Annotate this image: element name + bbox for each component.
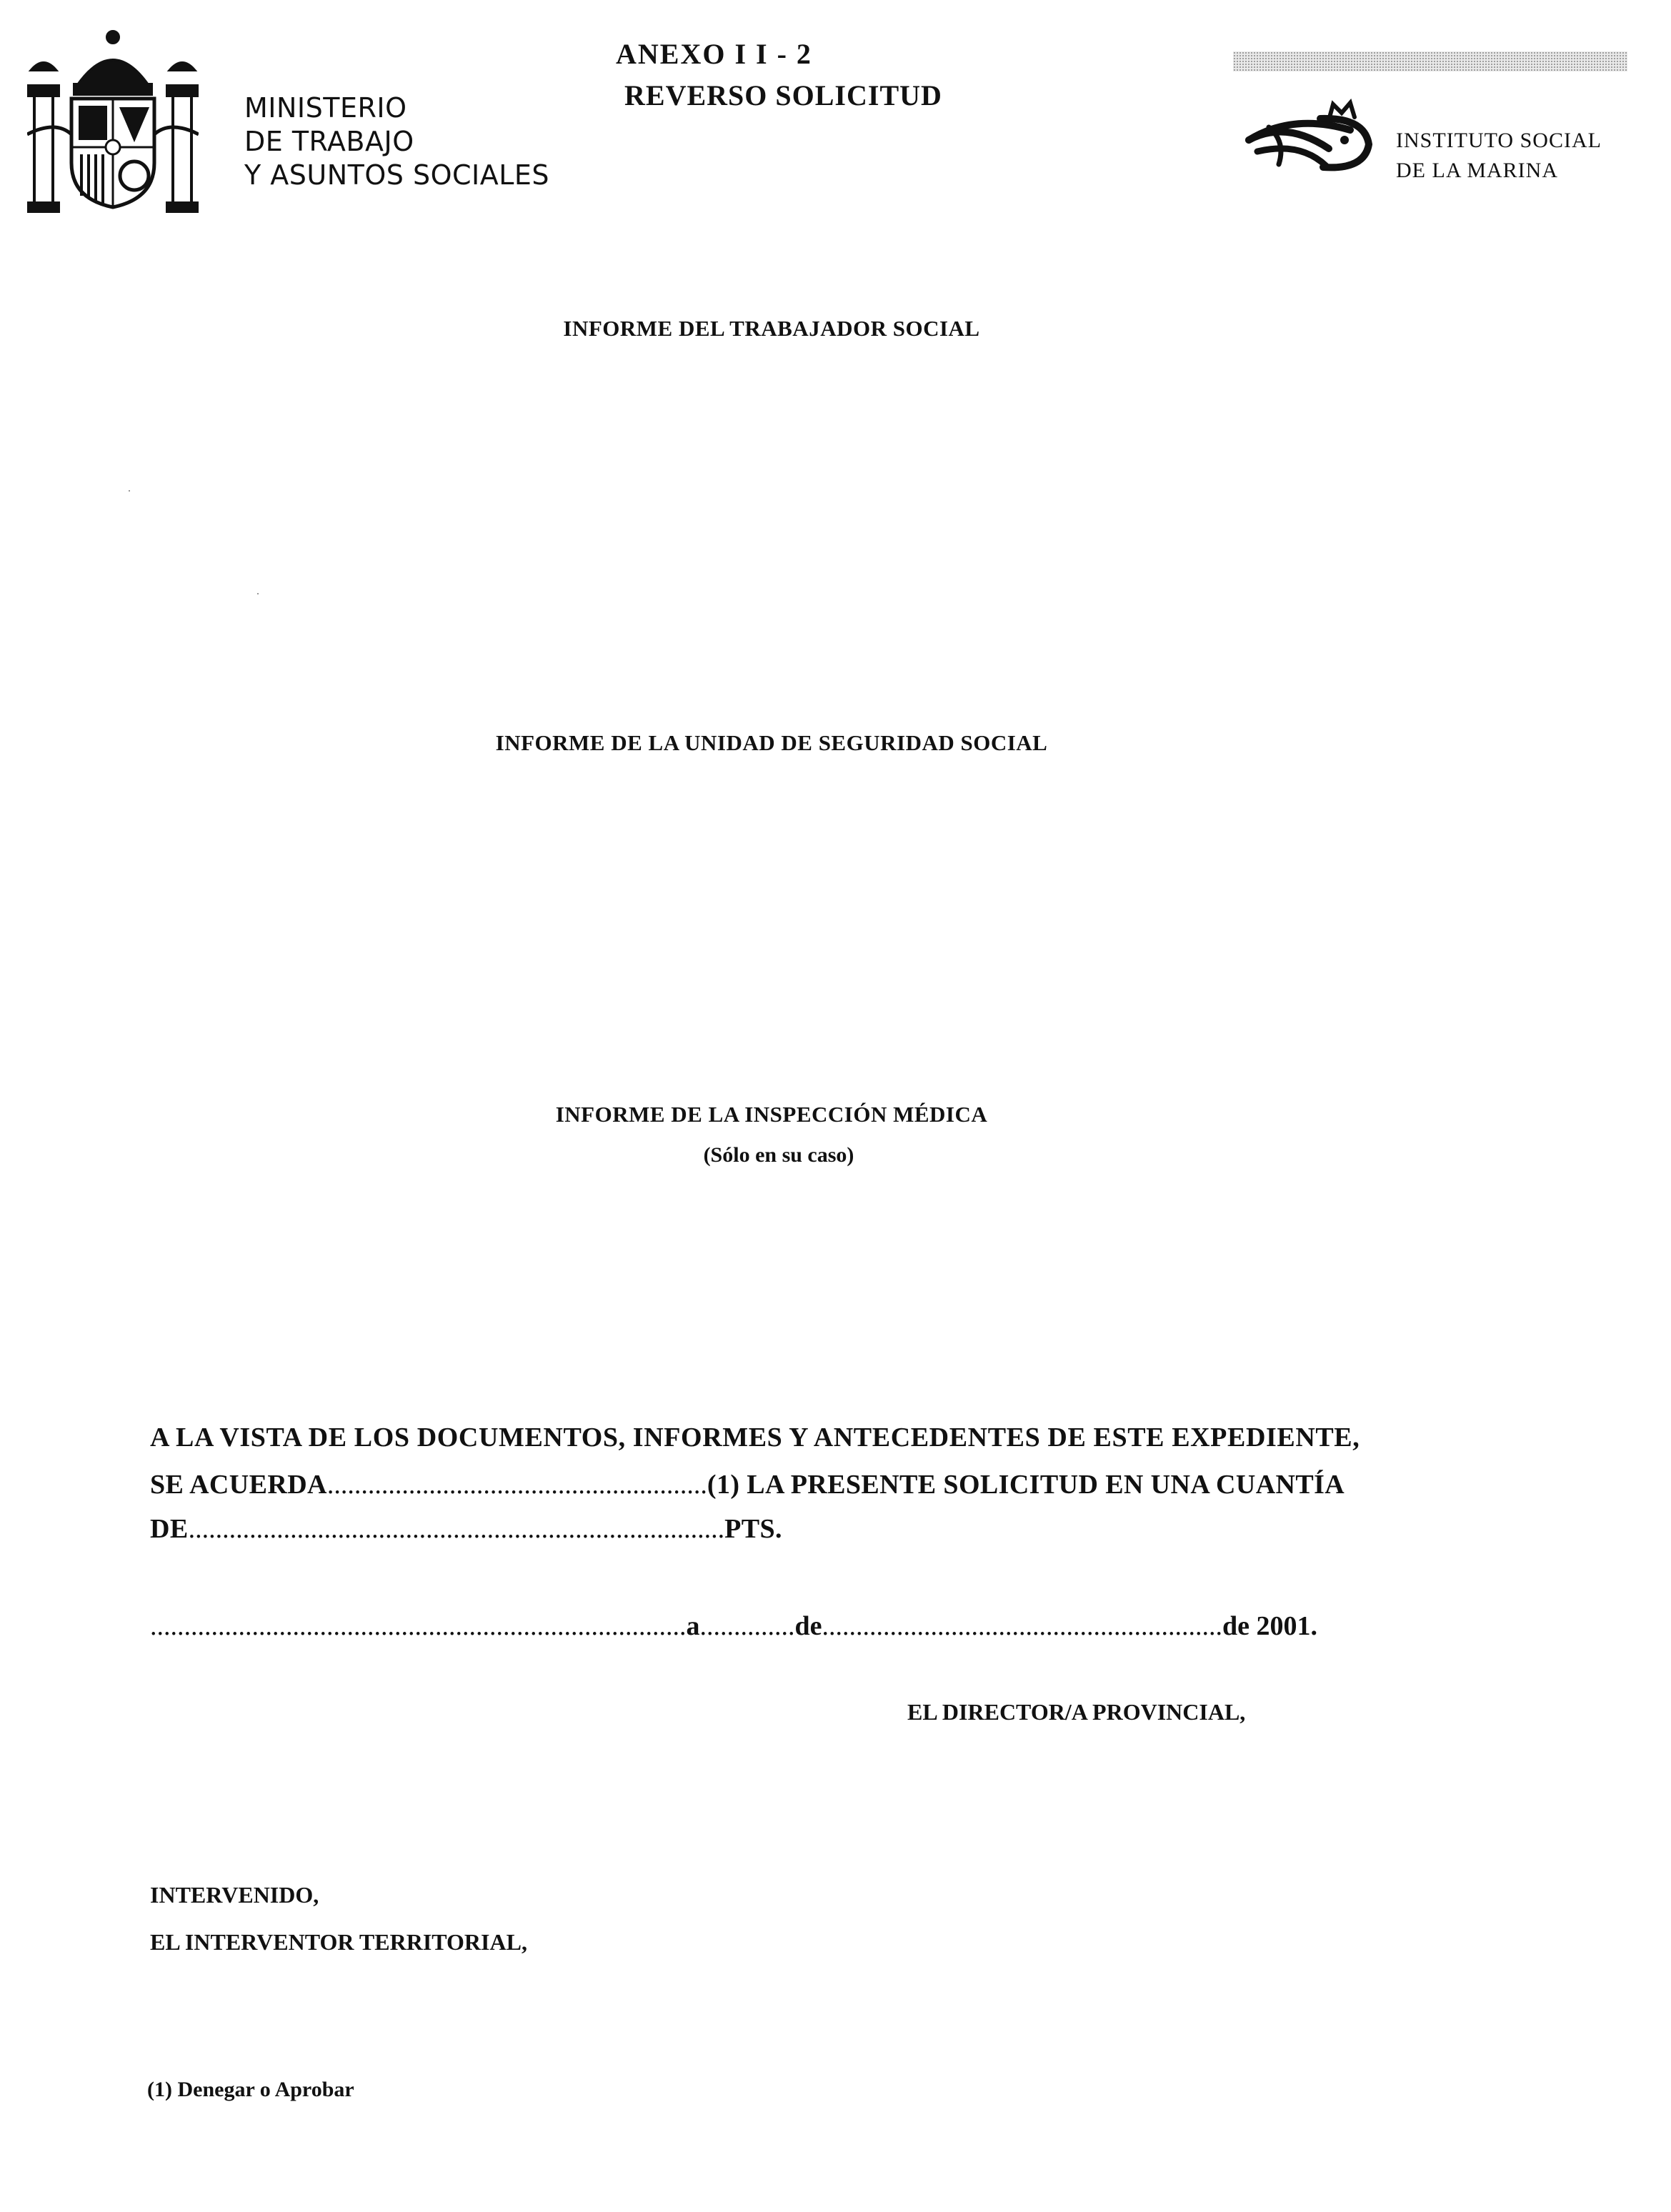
director-signature-label: EL DIRECTOR/A PROVINCIAL,	[907, 1699, 1246, 1725]
footnote: (1) Denegar o Aprobar	[147, 2078, 354, 2101]
day-blank[interactable]: ..............	[699, 1611, 795, 1641]
institute-name	[1396, 126, 1602, 186]
resolution-amount-label: (1) LA PRESENTE SOLICITUD EN UNA CUANTÍA	[707, 1470, 1345, 1500]
annex-title: ANEXO I I - 2	[616, 38, 812, 70]
ministry-line-3: Y ASUNTOS SOCIALES	[244, 159, 550, 191]
coat-of-arms-icon	[27, 27, 199, 214]
institute-line-1: INSTITUTO SOCIAL	[1396, 129, 1602, 152]
scan-speck	[129, 490, 130, 492]
amount-blank[interactable]: ...............................................................................	[188, 1514, 725, 1544]
date-year-label: de 2001.	[1222, 1611, 1317, 1641]
decision-blank[interactable]: ........................................................	[326, 1470, 707, 1500]
ministry-name	[244, 91, 549, 192]
date-de-label: de	[794, 1611, 822, 1641]
month-blank[interactable]: ...........................................................	[822, 1611, 1222, 1641]
ministry-line-2: DE TRABAJO	[244, 126, 414, 157]
controller-signature-label: EL INTERVENTOR TERRITORIAL,	[150, 1929, 527, 1955]
section-social-security-unit-report: INFORME DE LA UNIDAD DE SEGURIDAD SOCIAL	[495, 730, 1048, 755]
place-blank[interactable]: ...............................................................................	[150, 1611, 687, 1641]
date-a-label: a	[686, 1611, 700, 1641]
resolution-line-1: A LA VISTA DE LOS DOCUMENTOS, INFORMES Y ANTECEDENTES DE ESTE EXPEDIENTE,	[150, 1423, 1360, 1453]
amount-de-label: DE	[150, 1514, 189, 1544]
date-line	[150, 1610, 1317, 1642]
currency-label: PTS.	[724, 1514, 782, 1544]
section-medical-inspection-report: INFORME DE LA INSPECCIÓN MÉDICA	[555, 1102, 988, 1127]
institute-line-2: DE LA MARINA	[1396, 159, 1558, 182]
medical-inspection-note: (Sólo en su caso)	[703, 1143, 854, 1167]
resolution-agree-label: SE ACUERDA	[150, 1470, 327, 1500]
scan-speck	[257, 593, 259, 594]
section-social-worker-report: INFORME DEL TRABAJADOR SOCIAL	[563, 316, 980, 341]
resolution-line-3	[150, 1513, 782, 1545]
resolution-line-2	[150, 1469, 1345, 1500]
ministry-line-1: MINISTERIO	[244, 92, 407, 124]
stamp-box	[1233, 51, 1627, 71]
annex-subtitle: REVERSO SOLICITUD	[624, 79, 942, 111]
intervened-label: INTERVENIDO,	[150, 1882, 319, 1908]
institute-fish-logo-icon	[1243, 99, 1376, 177]
